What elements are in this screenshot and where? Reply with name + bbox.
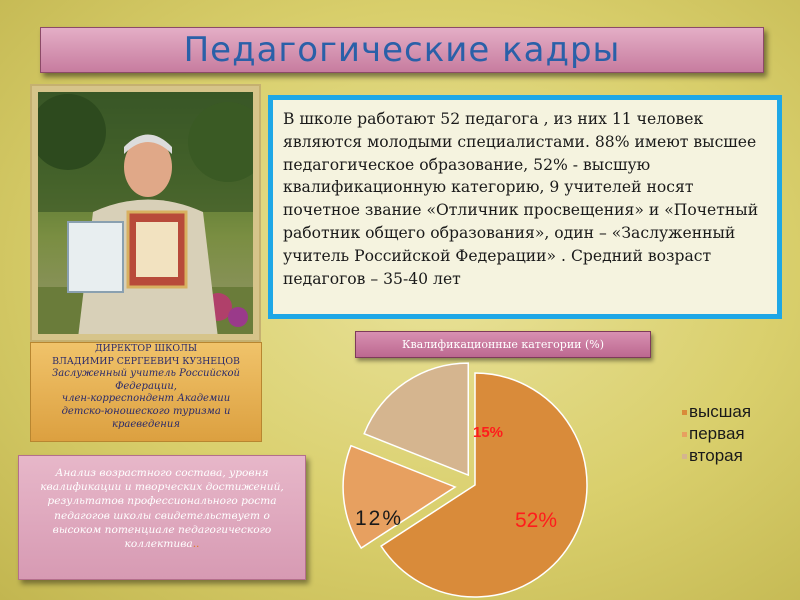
analysis-tail: .. [192, 538, 200, 551]
info-box [268, 95, 782, 319]
legend-swatch-2 [682, 432, 687, 437]
caption-line: ДИРЕКТОР ШКОЛЫ [94, 343, 198, 354]
photo-frame [30, 84, 261, 342]
legend-swatch-1 [682, 410, 687, 415]
legend-label-1: высшая [689, 402, 752, 421]
caption-line: член-корреспондент Академии [61, 393, 231, 405]
info-text: В школе работают 52 педагога , из них 11 человек являются молодыми специалистами. 88% имеют высшее педагогическое образование, 52% - высшую квалификационную категорию, 9 учителей носят почетное звание «Отличник просвещения» и «Почетный работник общего образования», один – «Заслуженный учитель Российской Федерации» . Средний возраст педагогов – 35-40 лет [283, 110, 759, 288]
caption-line: Заслуженный учитель Российской [52, 368, 240, 380]
slide-title: Педагогические кадры [183, 30, 621, 70]
caption-line: краеведения [112, 418, 180, 430]
legend-label-2: первая [689, 424, 745, 443]
data-label-3: 15% [473, 424, 504, 441]
data-label-1: 52% [515, 509, 558, 532]
caption-line: детско-юношеского туризма и [61, 405, 231, 417]
caption-line: ВЛАДИМИР СЕРГЕЕВИЧ КУЗНЕЦОВ [52, 355, 240, 367]
title-bar [40, 27, 764, 73]
legend-swatch-3 [682, 454, 687, 459]
analysis-body: Анализ возрастного состава, уровня квалификации и творческих достижений, результатов профессионального роста педагогов школы свидетельствует о высоком потенциале педагогического коллектива [40, 467, 284, 551]
chart-title-box [355, 331, 651, 358]
data-label-2: 12% [355, 507, 404, 530]
chart-title: Квалификационные категории (%) [401, 338, 605, 351]
director-photo [38, 92, 253, 334]
director-photo-illustration [38, 92, 253, 334]
legend-label-3: вторая [689, 446, 743, 465]
analysis-box [18, 455, 306, 580]
caption-line: Федерации, [115, 380, 177, 392]
qualification-pie-chart [300, 355, 800, 600]
director-caption [30, 342, 262, 442]
analysis-text [39, 466, 285, 551]
